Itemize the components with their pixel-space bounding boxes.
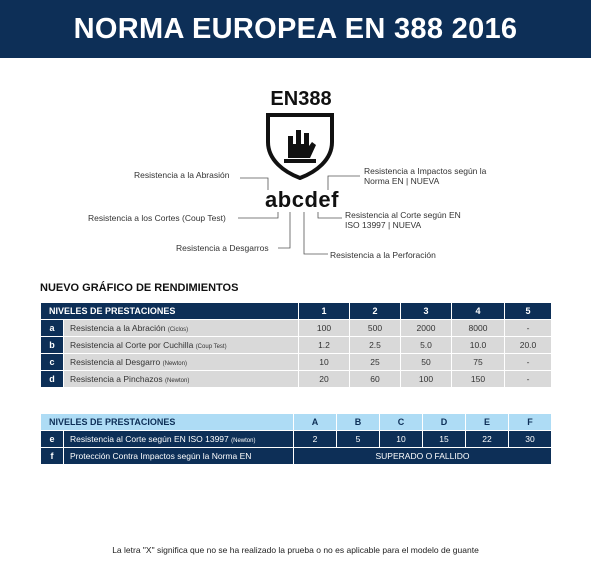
row-letter: b [41, 337, 64, 354]
cell-value: - [505, 371, 552, 388]
cell-value: 2.5 [350, 337, 401, 354]
annotation-cut-coup: Resistencia a los Cortes (Coup Test) [88, 213, 226, 223]
cell-value: 5.0 [401, 337, 452, 354]
level-header: 5 [505, 303, 552, 320]
row-letter: c [41, 354, 64, 371]
page-title: NORMA EUROPEA EN 388 2016 [73, 12, 518, 45]
annotation-leader-lines [0, 0, 591, 280]
row-label: Resistencia al Desgarro (Newton) [64, 354, 299, 371]
annotation-impact: Resistencia a Impactos según la Norma EN | NUEVA [364, 166, 487, 186]
cell-value: - [505, 320, 552, 337]
cell-value: 30 [509, 431, 552, 448]
cell-value: 22 [466, 431, 509, 448]
cell-value: 20 [299, 371, 350, 388]
row-label: Resistencia a la Abración (Ciclos) [64, 320, 299, 337]
cell-value: 15 [423, 431, 466, 448]
table-header-row [41, 414, 552, 431]
footnote: La letra "X" significa que no se ha realizado la prueba o no es aplicable para el modelo de guante [112, 545, 479, 555]
row-label: Resistencia a Pinchazos (Newton) [64, 371, 299, 388]
level-header: E [466, 414, 509, 431]
row-letter: e [41, 431, 64, 448]
level-header: B [337, 414, 380, 431]
cell-value: 100 [299, 320, 350, 337]
level-header: 4 [452, 303, 505, 320]
cell-value: 2 [294, 431, 337, 448]
table-header-label: NIVELES DE PRESTACIONES [41, 303, 299, 320]
table-row [41, 431, 552, 448]
performance-table-2 [40, 413, 552, 465]
row-letter: a [41, 320, 64, 337]
level-header: D [423, 414, 466, 431]
cell-value: 75 [452, 354, 505, 371]
cell-value: 500 [350, 320, 401, 337]
level-header: A [294, 414, 337, 431]
table-header-label: NIVELES DE PRESTACIONES [41, 414, 294, 431]
annotation-tear: Resistencia a Desgarros [176, 243, 269, 253]
level-header: 1 [299, 303, 350, 320]
row-label: Protección Contra Impactos según la Norma EN [64, 448, 294, 465]
row-letter: f [41, 448, 64, 465]
level-header: 3 [401, 303, 452, 320]
cell-value: 5 [337, 431, 380, 448]
level-header: 2 [350, 303, 401, 320]
cell-value: 50 [401, 354, 452, 371]
cell-value: 20.0 [505, 337, 552, 354]
cell-value: 10.0 [452, 337, 505, 354]
cell-value: 60 [350, 371, 401, 388]
cell-value: 10 [299, 354, 350, 371]
section-title: NUEVO GRÁFICO DE RENDIMIENTOS [40, 282, 239, 294]
performance-code: abcdef [265, 187, 339, 212]
table-header-row [41, 303, 552, 320]
annotation-abrasion: Resistencia a la Abrasión [134, 170, 230, 180]
cell-value: 25 [350, 354, 401, 371]
cell-value: 10 [380, 431, 423, 448]
level-header: F [509, 414, 552, 431]
table-row [41, 448, 552, 465]
performance-table-1 [40, 302, 552, 388]
cell-value: 100 [401, 371, 452, 388]
annotation-puncture: Resistencia a la Perforación [330, 250, 436, 260]
cell-value: 1.2 [299, 337, 350, 354]
cell-value: 2000 [401, 320, 452, 337]
cell-value-pass-fail: SUPERADO O FALLIDO [294, 448, 552, 465]
cell-value: 8000 [452, 320, 505, 337]
row-label: Resistencia al Corte por Cuchilla (Coup Test) [64, 337, 299, 354]
cell-value: - [505, 354, 552, 371]
row-label: Resistencia al Corte según EN ISO 13997 (Newton) [64, 431, 294, 448]
row-letter: d [41, 371, 64, 388]
table-row [41, 354, 552, 371]
level-header: C [380, 414, 423, 431]
table-row [41, 371, 552, 388]
cell-value: 150 [452, 371, 505, 388]
table-row [41, 320, 552, 337]
table-row [41, 337, 552, 354]
en388-label: EN388 [270, 88, 332, 110]
annotation-cut-iso: Resistencia al Corte según EN ISO 13997 | NUEVA [345, 210, 461, 230]
